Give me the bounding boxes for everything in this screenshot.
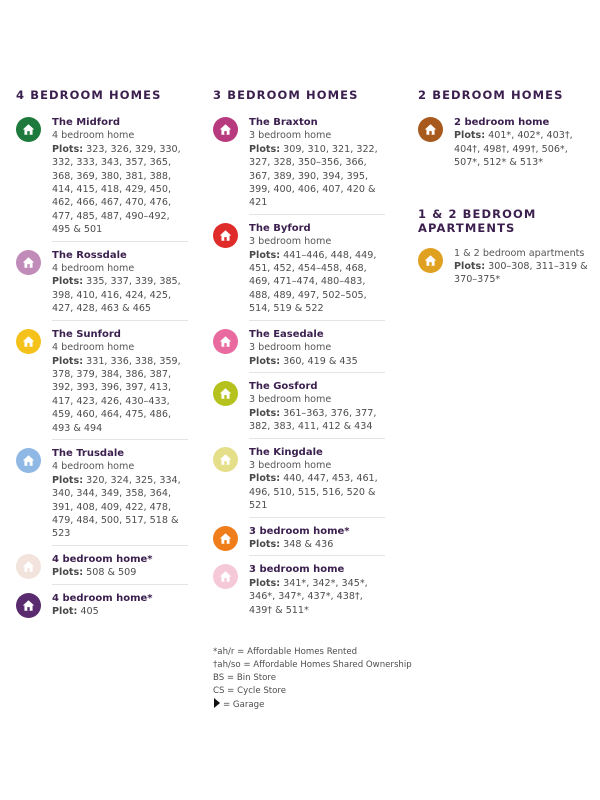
plots-label: Plots: [249, 355, 281, 367]
house-icon [213, 381, 238, 406]
plots-list: 309, 310, 321, 322, 327, 328, 350–356, 366, 367, 389, 390, 394, 395, 399, 400, 406, 407, 420 & 421 [249, 143, 378, 209]
home-entry [16, 116, 188, 242]
plots-list: 323, 326, 329, 330, 332, 333, 343, 357, 365, 368, 369, 380, 381, 388, 414, 415, 418, 429, 450, 462, 466, 467, 470, 476, 477, 485, 487, 490–492, 495 & 501 [52, 143, 181, 236]
home-name: The Kingdale [249, 446, 323, 458]
home-name: The Byford [249, 222, 311, 234]
house-icon [16, 329, 41, 354]
house-icon [16, 448, 41, 473]
legend [213, 646, 412, 712]
house-icon [16, 554, 41, 579]
home-entry [213, 328, 385, 373]
house-icon [16, 117, 41, 142]
plots-list: 320, 324, 325, 334, 340, 344, 349, 358, 364, 391, 408, 409, 422, 478, 479, 484, 500, 517, 518 & 523 [52, 474, 181, 540]
plots-label: Plots: [52, 143, 84, 155]
column-2-bedroom [418, 88, 590, 299]
home-type: 3 bedroom home [249, 236, 332, 248]
section-heading: 2 BEDROOM HOMES [418, 88, 564, 102]
home-entry [213, 380, 385, 439]
divider [249, 320, 385, 321]
house-icon [418, 248, 443, 273]
plots-label: Plots: [249, 249, 281, 261]
house-icon [16, 593, 41, 618]
divider [249, 438, 385, 439]
divider [52, 241, 188, 242]
plots-label: Plots: [249, 538, 281, 550]
house-icon [418, 117, 443, 142]
section-heading: 3 BEDROOM HOMES [213, 88, 359, 102]
plots-label: Plots: [249, 143, 281, 155]
apartment-entry [418, 247, 590, 292]
home-name: The Sunford [52, 328, 121, 340]
legend-cycle-store: CS = Cycle Store [213, 686, 287, 696]
plots-list: 440, 447, 453, 461, 496, 510, 515, 516, 520 & 521 [249, 473, 378, 512]
home-name: The Braxton [249, 117, 318, 128]
apartments-heading-line1: 1 & 2 BEDROOM [418, 206, 537, 221]
home-type: 3 bedroom home [249, 394, 332, 406]
apartments-heading [418, 207, 590, 235]
home-list [213, 116, 385, 622]
home-entry [213, 222, 385, 321]
garage-triangle-icon [214, 698, 220, 708]
plots-label: Plots: [52, 474, 84, 486]
divider [52, 439, 188, 440]
home-entry [16, 328, 188, 440]
house-icon [213, 564, 238, 589]
plots-list: 335, 337, 339, 385, 398, 410, 416, 424, 425, 427, 428, 463 & 465 [52, 276, 181, 315]
home-entry [213, 116, 385, 215]
divider [249, 555, 385, 556]
home-entry [16, 447, 188, 546]
legend-garage: = Garage [213, 698, 412, 712]
home-type: 4 bedroom home [52, 263, 135, 275]
legend-affordable-rented: *ah/r = Affordable Homes Rented [213, 647, 358, 657]
house-icon [213, 223, 238, 248]
home-type: 3 bedroom home [249, 130, 332, 142]
home-name: The Gosford [249, 380, 318, 392]
legend-bin-store: BS = Bin Store [213, 673, 277, 683]
plots-list: 348 & 436 [283, 538, 334, 550]
house-icon [213, 447, 238, 472]
divider [249, 517, 385, 518]
plots-label: Plots: [52, 355, 84, 367]
home-entry [213, 563, 385, 622]
divider [52, 584, 188, 585]
plots-label: Plots: [249, 473, 281, 485]
divider [249, 372, 385, 373]
plots-label: Plots: [454, 130, 486, 142]
home-type: 4 bedroom home [52, 342, 135, 354]
home-name: 4 bedroom home* [52, 553, 153, 565]
apartment-type: 1 & 2 bedroom apartments [454, 247, 585, 259]
house-icon [213, 526, 238, 551]
home-name: The Midford [52, 117, 121, 128]
apartments-heading-line2: APARTMENTS [418, 220, 516, 235]
home-type: 4 bedroom home [52, 461, 135, 473]
home-name: 3 bedroom home* [249, 525, 350, 537]
plots-label: Plots: [249, 407, 281, 419]
plots-list: 300–308, 311–319 & 370–375* [454, 261, 588, 286]
house-icon [213, 117, 238, 142]
home-entry [418, 116, 590, 175]
plots-label: Plots: [249, 577, 281, 589]
home-name: 4 bedroom home* [52, 592, 153, 604]
divider [52, 320, 188, 321]
plots-list: 361–363, 376, 377, 382, 383, 411, 412 & 434 [249, 407, 377, 433]
home-name: The Rossdale [52, 249, 127, 261]
plots-label: Plots: [454, 261, 486, 273]
home-name: 2 bedroom home [454, 117, 550, 128]
legend-shared-ownership: †ah/so = Affordable Homes Shared Ownership [213, 660, 412, 670]
column-4-bedroom [16, 88, 188, 630]
plots-label: Plots: [52, 276, 84, 288]
home-entry [16, 249, 188, 321]
divider [249, 214, 385, 215]
plots-list: 441–446, 448, 449, 451, 452, 454–458, 468, 469, 471–474, 480–483, 488, 489, 497, 502–505, 514, 519 & 522 [249, 249, 377, 315]
home-entry [16, 553, 188, 585]
home-list [16, 116, 188, 623]
plots-list: 508 & 509 [86, 567, 137, 579]
plots-list: 341*, 342*, 345*, 346*, 347*, 437*, 438†, 439† & 511* [249, 577, 368, 616]
house-icon [213, 329, 238, 354]
plots-label: Plot: [52, 606, 78, 617]
plots-list: 360, 419 & 435 [283, 355, 358, 367]
section-heading: 4 BEDROOM HOMES [16, 88, 162, 102]
home-type: 3 bedroom home [249, 459, 332, 471]
home-name: The Easedale [249, 328, 324, 340]
plots-list: 401*, 402*, 403†, 404†, 498†, 499†, 506*, 507*, 512* & 513* [454, 130, 573, 169]
plots-list: 331, 336, 338, 359, 378, 379, 384, 386, 387, 392, 393, 396, 397, 413, 417, 423, 426, 430–433, 459, 460, 464, 475, 486, 493 & 494 [52, 355, 181, 434]
home-type: 4 bedroom home [52, 130, 135, 142]
house-icon [16, 250, 41, 275]
home-entry [213, 525, 385, 557]
plots-label: Plots: [52, 567, 84, 579]
column-3-bedroom [213, 88, 385, 629]
home-list [418, 116, 590, 175]
home-entry [16, 592, 188, 624]
home-name: 3 bedroom home [249, 564, 345, 576]
home-type: 3 bedroom home [249, 342, 332, 354]
home-entry [213, 446, 385, 518]
divider [52, 545, 188, 546]
home-name: The Trusdale [52, 447, 125, 459]
plots-list: 405 [80, 606, 99, 617]
